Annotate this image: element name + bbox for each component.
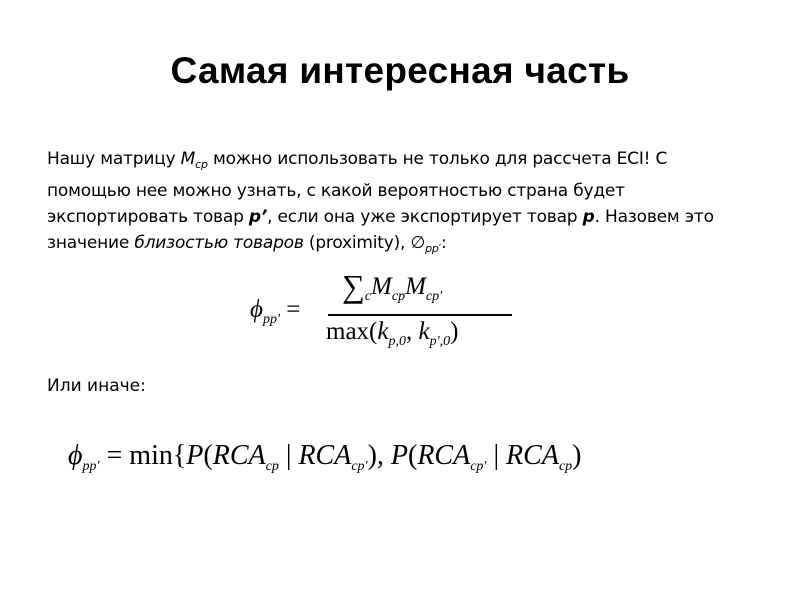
matrix-symbol: M [180,149,196,169]
k2: k [418,318,430,345]
rca-term-1: RCA [212,440,266,471]
paragraph-line-3 [47,204,777,230]
lhs-subscript: pp' [262,312,280,327]
given-bar: | [486,440,507,471]
equals-min: = min{ [99,440,187,471]
text: , если она уже экспортирует товар [267,207,583,227]
text: . Назовем это [594,207,714,227]
matrix-subscript: cp [195,158,208,171]
paragraph-line-4 [47,230,777,262]
text: можно использовать не только для рассчета ECI! С [207,149,668,169]
rca-term-4: RCA [506,440,559,471]
open-paren: ( [408,440,418,471]
formula1-denominator [326,318,458,350]
matrix-M2: M [405,273,426,300]
proximity-min-formula [68,440,581,475]
phi-subscript: pp′ [425,242,441,255]
given-bar: | [278,440,299,471]
probability-P1: P [186,440,204,471]
rca-subscript-1: cp [265,459,279,474]
rca-subscript-4: cp [558,459,573,474]
rca-term-3: RCA [417,440,471,471]
text: : [440,233,447,253]
comma: , [405,318,419,345]
alternative-label: Или иначе: [47,376,146,396]
equals-sign: = [279,296,301,323]
slide-title: Самая интересная часть [170,50,630,91]
paragraph-line-2: помощью нее можно узнать, с какой вероятностью страна будет [47,181,625,201]
probability-P2: P [390,440,408,471]
close-paren: ) [450,318,459,345]
description-paragraph [47,146,777,262]
text: (proximity), ∅ [303,233,426,253]
formula1-lhs [250,296,300,328]
M2-subscript: cp' [425,289,443,304]
k1: k [377,318,389,345]
max-function: max( [326,318,378,345]
emphasis-term: близостью товаров [134,233,304,253]
k2-subscript: p',0 [429,334,451,349]
sum-subscript: c [364,289,372,304]
text: значение [47,233,135,253]
lhs-subscript: pp' [82,459,100,474]
matrix-M1: M [371,273,392,300]
rca-subscript-2: cp' [351,459,368,474]
phi-symbol: ϕ [68,440,83,471]
close-paren: ) [572,440,582,471]
phi-symbol: ϕ [250,296,263,323]
close-paren-comma: ), [367,440,391,471]
open-paren: ( [203,440,213,471]
rca-subscript-3: cp' [470,459,487,474]
product-p-prime: p’ [248,207,268,227]
sum-symbol: ∑ [342,268,365,304]
rca-term-2: RCA [298,440,352,471]
text: Нашу матрицу [47,149,181,169]
M1-subscript: cp [391,289,406,304]
product-p: p [582,207,595,227]
paragraph-line-1 [47,146,777,178]
fraction-bar [328,314,512,316]
text: экспортировать товар [47,207,249,227]
proximity-formula [250,262,550,362]
formula1-numerator [342,268,442,305]
k1-subscript: p,0 [388,334,406,349]
